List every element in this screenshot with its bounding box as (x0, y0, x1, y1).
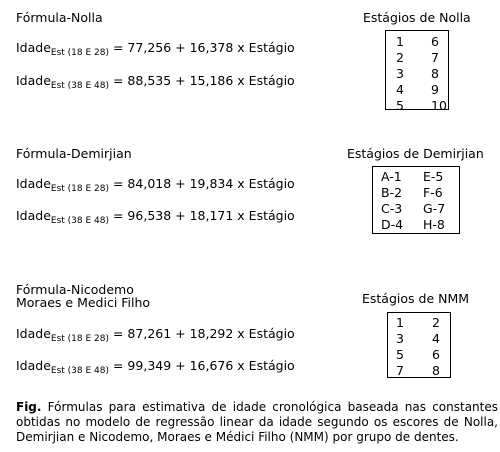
equation-prefix: Idade (16, 358, 51, 373)
stage-cell: 10 (431, 98, 447, 113)
stage-cell: 9 (431, 82, 439, 97)
equation-subscript: Est (38 E 48) (50, 81, 110, 91)
equation-prefix: Idade (16, 73, 51, 88)
stage-cell: 3 (396, 66, 404, 81)
stage-cell: G-7 (423, 201, 446, 216)
nolla-stages-grid (396, 34, 451, 114)
nmm-formula-title-line-1: Fórmula-Nicodemo (16, 282, 134, 297)
figure-caption (16, 400, 498, 445)
stage-cell: E-5 (423, 169, 444, 184)
nmm-stages-grid (396, 315, 448, 379)
stage-cell: 7 (431, 50, 439, 65)
equation-rest: = 87,261 + 18,292 x Estágio (109, 326, 295, 341)
nolla-formula-title: Fórmula-Nolla (16, 10, 103, 25)
stage-cell: 5 (396, 347, 404, 362)
equation-rest: = 96,538 + 18,171 x Estágio (109, 208, 295, 223)
stage-cell: 6 (431, 34, 439, 49)
equation-subscript: Est (18 E 28) (50, 334, 110, 344)
stage-cell: B-2 (381, 185, 403, 200)
demirjian-stages-title: Estágios de Demirjian (347, 146, 484, 161)
equation-rest: = 77,256 + 16,378 x Estágio (109, 40, 295, 55)
stage-cell: A-1 (381, 169, 402, 184)
stage-cell: 8 (432, 363, 440, 378)
stage-cell: F-6 (423, 185, 443, 200)
equation-subscript: Est (18 E 28) (50, 184, 110, 194)
stage-cell: D-4 (381, 217, 404, 232)
stage-cell: 8 (431, 66, 439, 81)
caption-label: Fig. (16, 400, 42, 414)
caption-text: Fórmulas para estimativa de idade cronológica baseada nas constantes obtidas no modelo de regressão linear da idade segundo os escores de Nolla, Demirjian e Nicodemo, Moraes e Médici Filho (NMM) por grupo de dentes. (16, 400, 498, 444)
equation-prefix: Idade (16, 326, 51, 341)
nolla-equation-1 (16, 40, 295, 58)
nmm-stages-title: Estágios de NMM (362, 291, 470, 306)
equation-rest: = 88,535 + 15,186 x Estágio (109, 73, 295, 88)
nmm-stages-box (387, 312, 451, 378)
nolla-stages-title: Estágios de Nolla (363, 10, 471, 25)
nolla-equation-2 (16, 73, 295, 91)
stage-cell: C-3 (381, 201, 403, 216)
stage-cell: 1 (396, 315, 404, 330)
stage-cell: 3 (396, 331, 404, 346)
nmm-equation-2 (16, 358, 295, 376)
stage-cell: 2 (432, 315, 440, 330)
equation-subscript: Est (18 E 28) (50, 48, 110, 58)
demirjian-formula-title: Fórmula-Demirjian (16, 146, 132, 161)
demirjian-stages-grid (381, 169, 457, 233)
stage-cell: 1 (396, 34, 404, 49)
stage-cell: 4 (432, 331, 440, 346)
equation-prefix: Idade (16, 208, 51, 223)
demirjian-equation-1 (16, 176, 295, 194)
stage-cell: 2 (396, 50, 404, 65)
equation-prefix: Idade (16, 176, 51, 191)
stage-cell: 4 (396, 82, 404, 97)
equation-prefix: Idade (16, 40, 51, 55)
equation-subscript: Est (38 E 48) (50, 216, 110, 226)
equation-rest: = 99,349 + 16,676 x Estágio (109, 358, 295, 373)
stage-cell: H-8 (423, 217, 445, 232)
nmm-equation-1 (16, 326, 295, 344)
demirjian-equation-2 (16, 208, 295, 226)
demirjian-stages-box (372, 166, 460, 234)
equation-subscript: Est (38 E 48) (50, 366, 110, 376)
stage-cell: 7 (396, 363, 404, 378)
stage-cell: 5 (396, 98, 404, 113)
equation-rest: = 84,018 + 19,834 x Estágio (109, 176, 295, 191)
stage-cell: 6 (432, 347, 440, 362)
nolla-stages-box (385, 30, 449, 113)
nmm-formula-title-line-2: Moraes e Medici Filho (16, 295, 151, 310)
